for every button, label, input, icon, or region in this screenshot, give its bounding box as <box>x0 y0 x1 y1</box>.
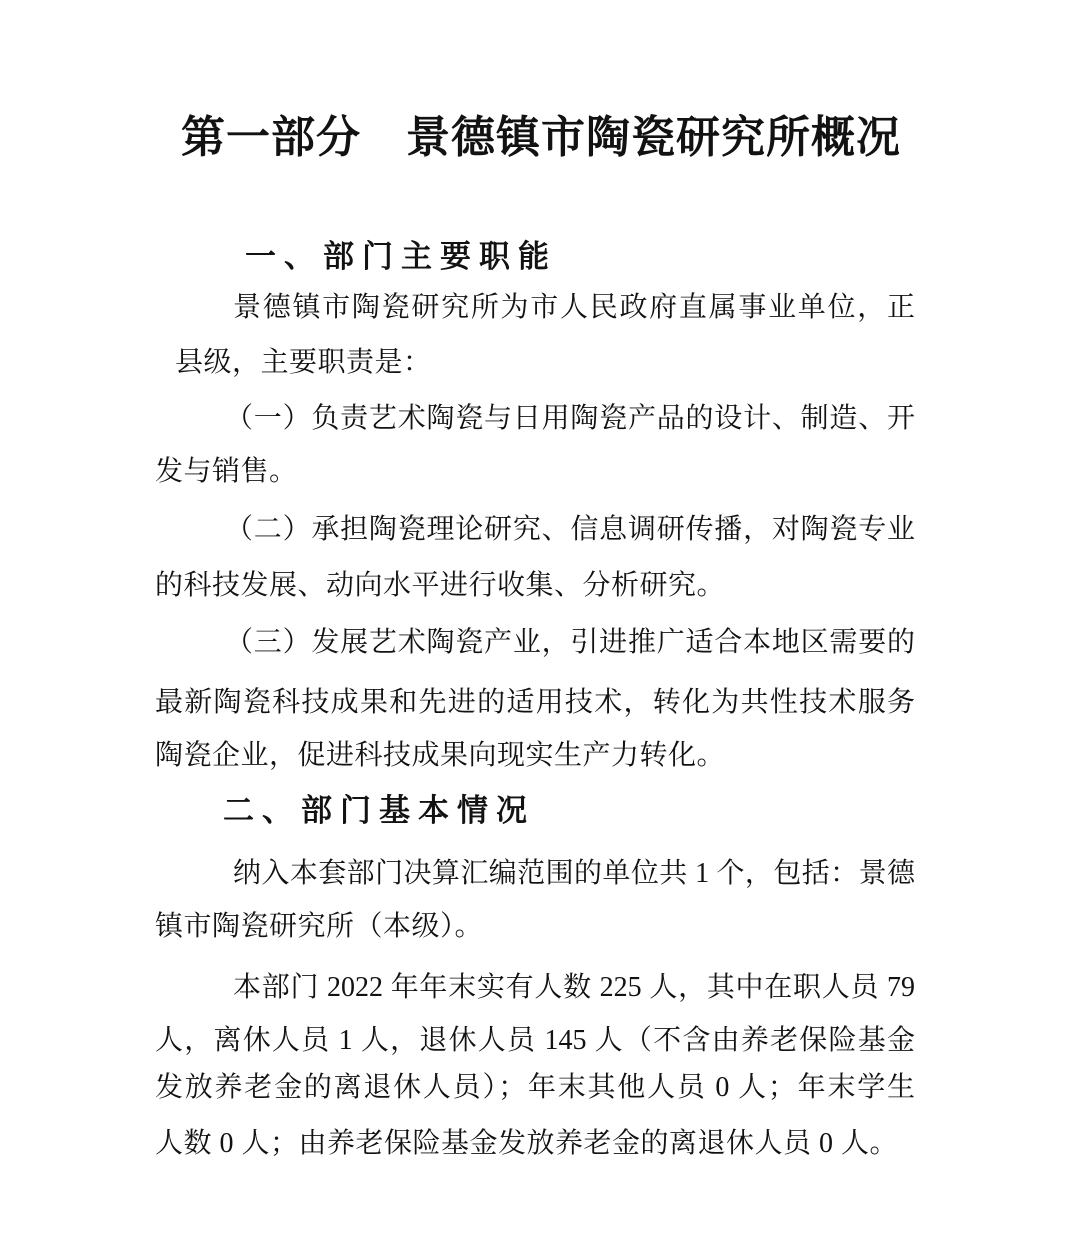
text-line: 的科技发展、动向水平进行收集、分析研究。 <box>155 570 726 601</box>
text-line: 人，离休人员 1 人，退休人员 145 人（不含由养老保险基金 <box>155 1025 915 1056</box>
text-line: 发放养老金的离退休人员）；年末其他人员 0 人；年末学生 <box>155 1072 915 1103</box>
text-line: 人数 0 人；由养老保险基金发放养老金的离退休人员 0 人。 <box>155 1128 899 1159</box>
text-line: （一）负责艺术陶瓷与日用陶瓷产品的设计、制造、开 <box>225 403 915 434</box>
document-title: 第一部分 景德镇市陶瓷研究所概况 <box>181 113 901 162</box>
section-1-heading: 一、部门主要职能 <box>245 239 557 274</box>
text-line: （三）发展艺术陶瓷产业，引进推广适合本地区需要的 <box>225 627 915 658</box>
text-line: 景德镇市陶瓷研究所为市人民政府直属事业单位，正 <box>233 292 915 323</box>
text-line: 纳入本套部门决算汇编范围的单位共 1 个，包括：景德 <box>233 858 915 889</box>
text-line: 最新陶瓷科技成果和先进的适用技术，转化为共性技术服务 <box>155 687 915 718</box>
section-2-heading: 二、部门基本情况 <box>223 793 535 828</box>
text-line: 发与销售。 <box>155 456 298 487</box>
text-line: 陶瓷企业，促进科技成果向现实生产力转化。 <box>155 740 726 771</box>
text-line: （二）承担陶瓷理论研究、信息调研传播，对陶瓷专业 <box>225 514 915 545</box>
text-line: 镇市陶瓷研究所（本级）。 <box>155 911 484 942</box>
text-line: 县级，主要职责是： <box>175 347 432 378</box>
text-line: 本部门 2022 年年末实有人数 225 人，其中在职人员 79 <box>233 972 915 1003</box>
